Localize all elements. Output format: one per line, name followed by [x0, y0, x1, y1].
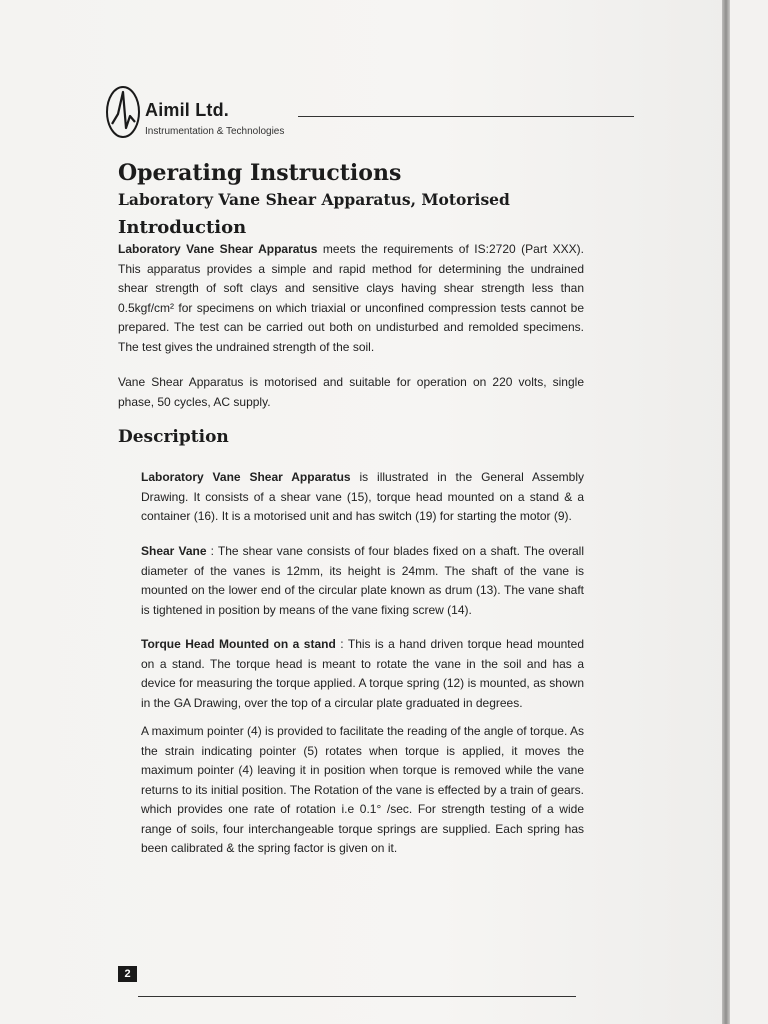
- description-paragraph-2: [141, 542, 584, 620]
- description-lead-term-2: Shear Vane: [141, 544, 207, 558]
- description-heading: Description: [118, 427, 229, 447]
- description-paragraph-1-text: is illustrated in the General Assembly Drawing. It consists of a shear vane (15), torque head mounted on a stand & a container (16). It is a motorised unit and has switch (19) for starting the motor (9).: [141, 470, 585, 523]
- footer-divider: [138, 996, 576, 997]
- description-paragraph-4: A maximum pointer (4) is provided to facilitate the reading of the angle of torque. As the strain indicating pointer (5) rotates when torque is applied, it moves the maximum pointer (4) leaving it in position when torque is removed while the vane returns to its initial position. The Rotation of the vane is effected by a train of gears. which provides one rate of rotation i.e 0.1° /sec. For strength testing of a wide range of soils, four interchangeable torque springs are supplied. Each spring has been calibrated & the spring factor is given on it.: [141, 724, 584, 855]
- next-page-edge: [730, 0, 768, 1024]
- introduction-lead-term: Laboratory Vane Shear Apparatus: [118, 242, 318, 256]
- company-name: Aimil Ltd.: [145, 100, 229, 120]
- page-number: 2: [118, 966, 137, 982]
- introduction-paragraph-1: [118, 240, 584, 357]
- document-subtitle: Laboratory Vane Shear Apparatus, Motorised: [118, 190, 510, 209]
- page-binding-edge: [722, 0, 730, 1024]
- introduction-heading: Introduction: [118, 217, 247, 238]
- document-title: Operating Instructions: [118, 160, 402, 186]
- description-lead-term-3: Torque Head Mounted on a stand: [141, 637, 336, 651]
- company-tagline: Instrumentation & Technologies: [145, 126, 285, 137]
- introduction-paragraph-2: Vane Shear Apparatus is motorised and suitable for operation on 220 volts, single phase, 50 cycles, AC supply.: [118, 375, 584, 409]
- description-paragraph-3-text: : This is a hand driven torque head mounted on a stand. The torque head is meant to rotate the vane in the soil and has a device for measuring the torque applied. A torque spring (12) is mounted, as shown in the GA Drawing, over the top of a circular plate graduated in degrees.: [141, 637, 584, 710]
- description-paragraph-2-text: : The shear vane consists of four blades fixed on a shaft. The overall diameter of the vanes is 12mm, its height is 24mm. The shaft of the vane is mounted on the lower end of the circular plate known as drum (13). The vane shaft is tightened in position by means of the vane fixing screw (14).: [141, 544, 584, 617]
- description-paragraph-3: [141, 635, 584, 713]
- header-divider: [298, 116, 634, 117]
- description-paragraph-1: [141, 468, 584, 527]
- description-lead-term-1: Laboratory Vane Shear Apparatus: [141, 470, 351, 484]
- aimil-logo-icon: [104, 84, 142, 140]
- introduction-paragraph-1-text: meets the requirements of IS:2720 (Part XXX). This apparatus provides a simple and rapid method for determining the undrained shear strength of soft clays and sensitive clays having shear strength less than 0.5kgf/cm² for specimens on which triaxial or unconfined compression tests cannot be prepared. The test can be carried out both on undisturbed and remolded specimens. The test gives the undrained strength of the soil.: [118, 242, 585, 354]
